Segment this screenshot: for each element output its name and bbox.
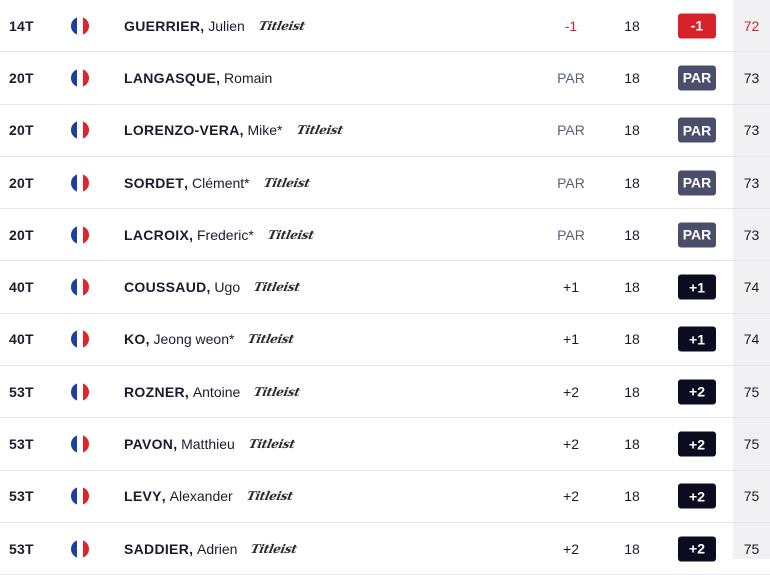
score-to-par: +1 xyxy=(563,331,579,348)
score-to-par: PAR xyxy=(557,122,585,139)
player-name[interactable]: LACROIX , Frederic* Titleist xyxy=(124,226,315,243)
position: 14T xyxy=(9,17,34,34)
holes-thru: 18 xyxy=(624,488,640,505)
today-score-badge: PAR xyxy=(678,65,716,90)
player-first-name: Ugo xyxy=(214,279,241,296)
player-first-name: Clément* xyxy=(192,174,250,191)
flag-france-icon xyxy=(71,383,89,401)
position: 40T xyxy=(9,331,34,348)
total-strokes: 75 xyxy=(743,383,760,400)
today-score-badge: -1 xyxy=(678,13,716,38)
player-row[interactable] xyxy=(0,523,770,575)
holes-thru: 18 xyxy=(624,279,640,296)
flag-france-icon xyxy=(71,226,89,244)
holes-thru: 18 xyxy=(624,331,640,348)
holes-thru: 18 xyxy=(624,540,640,557)
position: 40T xyxy=(9,279,34,296)
position: 53T xyxy=(9,436,34,453)
score-to-par: +1 xyxy=(563,279,579,296)
holes-thru: 18 xyxy=(624,17,640,34)
player-row[interactable] xyxy=(0,157,770,209)
today-score-badge: +2 xyxy=(678,432,716,457)
total-strokes: 73 xyxy=(743,174,760,191)
titleist-logo: Titleist xyxy=(262,175,311,190)
flag-france-icon xyxy=(71,278,89,296)
titleist-logo: Titleist xyxy=(295,123,344,138)
total-strokes: 73 xyxy=(743,69,760,86)
player-name[interactable]: SORDET , Clément* Titleist xyxy=(124,174,311,191)
score-to-par: +2 xyxy=(563,488,579,505)
player-last-name: PAVON xyxy=(124,436,174,453)
score-to-par: -1 xyxy=(564,17,578,34)
today-score-badge: +2 xyxy=(678,536,716,561)
player-row[interactable] xyxy=(0,105,770,157)
player-row[interactable] xyxy=(0,418,770,470)
today-score-badge: +1 xyxy=(678,327,716,352)
score-to-par: PAR xyxy=(557,226,585,243)
player-last-name: KO xyxy=(124,331,146,348)
position: 53T xyxy=(9,383,34,400)
player-name[interactable]: SADDIER , Adrien Titleist xyxy=(124,540,299,557)
flag-france-icon xyxy=(71,17,89,35)
holes-thru: 18 xyxy=(624,383,640,400)
player-last-name: ROZNER xyxy=(124,383,185,400)
player-name[interactable]: COUSSAUD , Ugo Titleist xyxy=(124,279,302,296)
player-first-name: Alexander xyxy=(169,488,233,505)
holes-thru: 18 xyxy=(624,436,640,453)
today-score-badge: +1 xyxy=(678,275,716,300)
player-name[interactable]: KO , Jeong weon* Titleist xyxy=(124,331,296,348)
position: 53T xyxy=(9,488,34,505)
titleist-logo: Titleist xyxy=(247,437,296,452)
holes-thru: 18 xyxy=(624,122,640,139)
player-last-name: LEVY xyxy=(124,488,162,505)
titleist-logo: Titleist xyxy=(252,280,302,295)
player-last-name: SADDIER xyxy=(124,540,190,557)
player-first-name: Matthieu xyxy=(181,436,235,453)
player-row[interactable] xyxy=(0,0,770,52)
player-last-name: LANGASQUE xyxy=(124,69,217,86)
player-last-name: COUSSAUD xyxy=(124,279,207,296)
titleist-logo: Titleist xyxy=(246,332,296,347)
today-score-badge: PAR xyxy=(678,118,716,143)
score-to-par: +2 xyxy=(563,383,579,400)
today-score-badge: +2 xyxy=(678,379,716,404)
player-name[interactable]: LEVY , Alexander Titleist xyxy=(124,488,294,505)
position: 20T xyxy=(9,69,34,86)
flag-france-icon xyxy=(71,174,89,192)
player-first-name: Mike* xyxy=(247,122,283,139)
flag-france-icon xyxy=(71,435,89,453)
player-row[interactable] xyxy=(0,209,770,261)
flag-france-icon xyxy=(71,69,89,87)
player-name[interactable]: LANGASQUE , Romain xyxy=(124,69,273,86)
player-first-name: Frederic* xyxy=(197,226,254,243)
total-strokes: 72 xyxy=(743,17,760,34)
titleist-logo: Titleist xyxy=(249,541,299,556)
total-strokes: 75 xyxy=(743,540,760,557)
player-name[interactable]: GUERRIER , Julien Titleist xyxy=(124,17,306,34)
player-name[interactable]: ROZNER , Antoine Titleist xyxy=(124,383,302,400)
total-strokes: 74 xyxy=(743,331,760,348)
position: 53T xyxy=(9,540,34,557)
flag-france-icon xyxy=(71,540,89,558)
holes-thru: 18 xyxy=(624,69,640,86)
score-to-par: +2 xyxy=(563,540,579,557)
player-last-name: LACROIX xyxy=(124,226,190,243)
player-first-name: Jeong weon* xyxy=(153,331,235,348)
titleist-logo: Titleist xyxy=(245,489,294,504)
player-row[interactable] xyxy=(0,366,770,418)
score-to-par: PAR xyxy=(557,69,585,86)
player-row[interactable] xyxy=(0,314,770,366)
flag-france-icon xyxy=(71,121,89,139)
total-strokes: 73 xyxy=(743,122,760,139)
titleist-logo: Titleist xyxy=(266,227,315,242)
player-first-name: Adrien xyxy=(197,540,238,557)
total-strokes: 75 xyxy=(743,436,760,453)
player-name[interactable]: PAVON , Matthieu Titleist xyxy=(124,436,296,453)
player-first-name: Romain xyxy=(224,69,273,86)
player-row[interactable] xyxy=(0,471,770,523)
player-name[interactable]: LORENZO-VERA , Mike* Titleist xyxy=(124,122,344,139)
total-strokes: 73 xyxy=(743,226,760,243)
titleist-logo: Titleist xyxy=(252,384,302,399)
flag-france-icon xyxy=(71,487,89,505)
score-to-par: PAR xyxy=(557,174,585,191)
position: 20T xyxy=(9,174,34,191)
holes-thru: 18 xyxy=(624,226,640,243)
position: 20T xyxy=(9,122,34,139)
holes-thru: 18 xyxy=(624,174,640,191)
today-score-badge: PAR xyxy=(678,222,716,247)
position: 20T xyxy=(9,226,34,243)
player-last-name: GUERRIER xyxy=(124,17,201,34)
player-row[interactable] xyxy=(0,52,770,104)
player-last-name: SORDET xyxy=(124,174,185,191)
today-score-badge: +2 xyxy=(678,484,716,509)
player-first-name: Julien xyxy=(208,17,245,34)
score-to-par: +2 xyxy=(563,436,579,453)
player-last-name: LORENZO-VERA xyxy=(124,122,240,139)
titleist-logo: Titleist xyxy=(257,18,306,33)
total-strokes: 74 xyxy=(743,279,760,296)
player-first-name: Antoine xyxy=(192,383,241,400)
flag-france-icon xyxy=(71,330,89,348)
today-score-badge: PAR xyxy=(678,170,716,195)
total-strokes: 75 xyxy=(743,488,760,505)
player-row[interactable] xyxy=(0,261,770,313)
